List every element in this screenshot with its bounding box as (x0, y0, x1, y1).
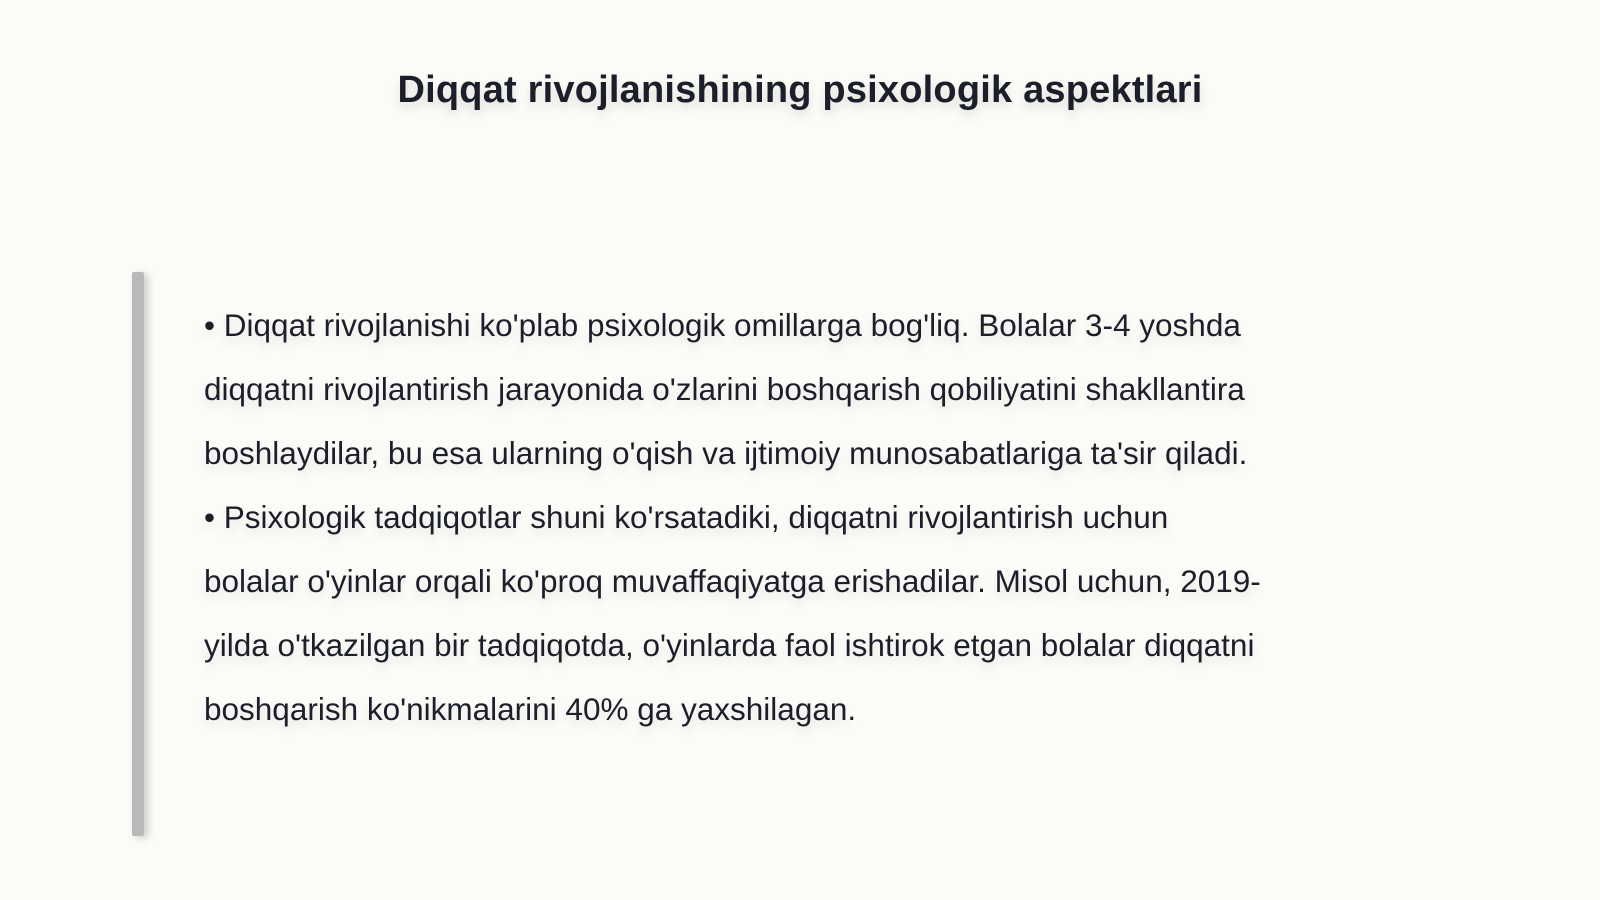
body-line: diqqatni rivojlantirish jarayonida o'zlarini boshqarish qobiliyatini shakllantira (204, 371, 1245, 407)
body-text (204, 293, 1414, 741)
body-line: • Psixologik tadqiqotlar shuni ko'rsatadiki, diqqatni rivojlantirish uchun (204, 499, 1169, 535)
body-line: boshqarish ko'nikmalarini 40% ga yaxshilagan. (204, 691, 857, 727)
slide-title: Diqqat rivojlanishining psixologik aspektlari (397, 69, 1203, 111)
body-line: • Diqqat rivojlanishi ko'plab psixologik omillarga bog'liq. Bolalar 3-4 yoshda (204, 307, 1241, 343)
accent-bar (132, 272, 144, 836)
body-line: bolalar o'yinlar orqali ko'proq muvaffaqiyatga erishadilar. Misol uchun, 2019- (204, 563, 1261, 599)
body-line: boshlaydilar, bu esa ularning o'qish va ijtimoiy munosabatlariga ta'sir qiladi. (204, 435, 1248, 471)
body-line: yilda o'tkazilgan bir tadqiqotda, o'yinlarda faol ishtirok etgan bolalar diqqatni (204, 627, 1255, 663)
